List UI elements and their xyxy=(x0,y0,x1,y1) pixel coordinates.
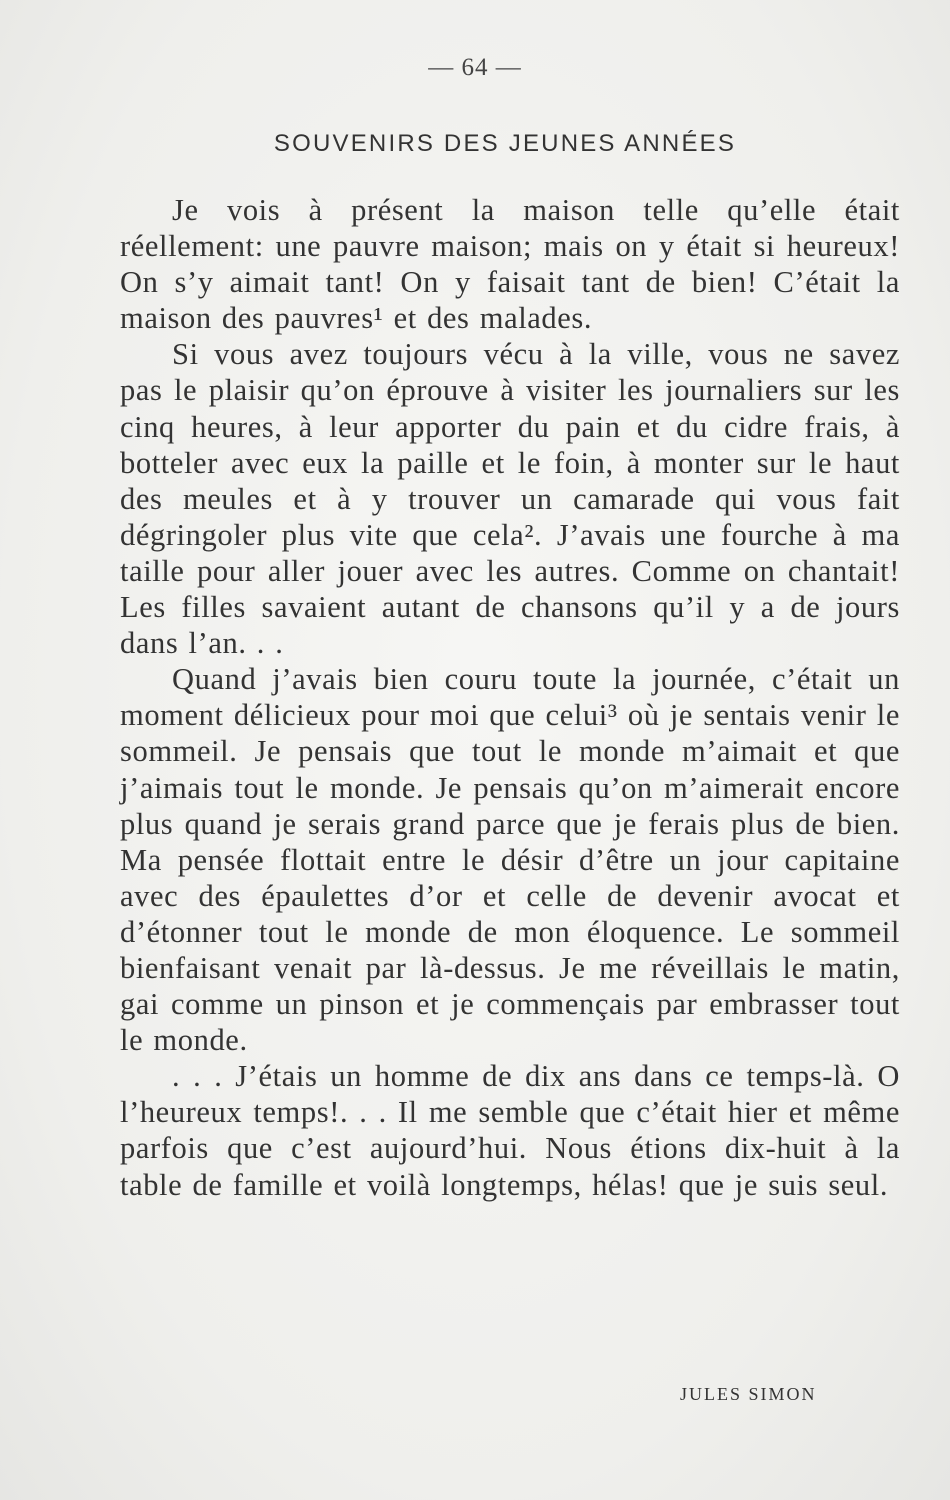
section-title: SOUVENIRS DES JEUNES ANNÉES xyxy=(273,130,737,157)
page-number: — 64 — xyxy=(428,54,522,81)
paragraph-4: . . . J’étais un homme de dix ans dans ce temps-là. O l’heureux temps!. . . Il me semble que c’était hier et même parfois que c’est aujourd’hui. Nous étions dix-huit à la table de famille et voilà longtemps, hélas! que je suis seul. xyxy=(120,1059,900,1202)
paragraph-2: Si vous avez toujours vécu à la ville, vous ne savez pas le plaisir qu’on éprouve à visiter les journaliers sur les cinq heures, à leur apporter du pain et du cidre frais, à botteler avec eux la paille et le foin, à monter sur le haut des meules et à y trouver un camarade qui vous fait dégringoler plus vite que cela². J’avais une fourche à ma taille pour aller jouer avec les autres. Comme on chantait! Les filles savaient autant de chansons qu’il y a de jours dans l’an. . . xyxy=(120,337,900,661)
paragraph-1: Je vois à présent la maison telle qu’elle était réellement: une pauvre maison; mais on y était si heureux! On s’y aimait tant! On y faisait tant de bien! C’était la maison des pauvres¹ et des malades. xyxy=(120,193,900,336)
body-text xyxy=(120,192,900,1203)
author-signature: JULES SIMON xyxy=(680,1384,817,1404)
paragraph-3: Quand j’avais bien couru toute la journée, c’était un moment délicieux pour moi que celui³ où je sentais venir le sommeil. Je pensais que tout le monde m’aimait et que j’aimais tout le monde. Je pensais qu’on m’aimerait encore plus quand je serais grand parce que je ferais plus de bien. Ma pensée flottait entre le désir d’être un jour capitaine avec des épaulettes d’or et celle de devenir avocat et d’étonner tout le monde de mon éloquence. Le sommeil bienfaisant venait par là-dessus. Je me réveillais le matin, gai comme un pinson et je commençais par embrasser tout le monde. xyxy=(120,662,900,1058)
